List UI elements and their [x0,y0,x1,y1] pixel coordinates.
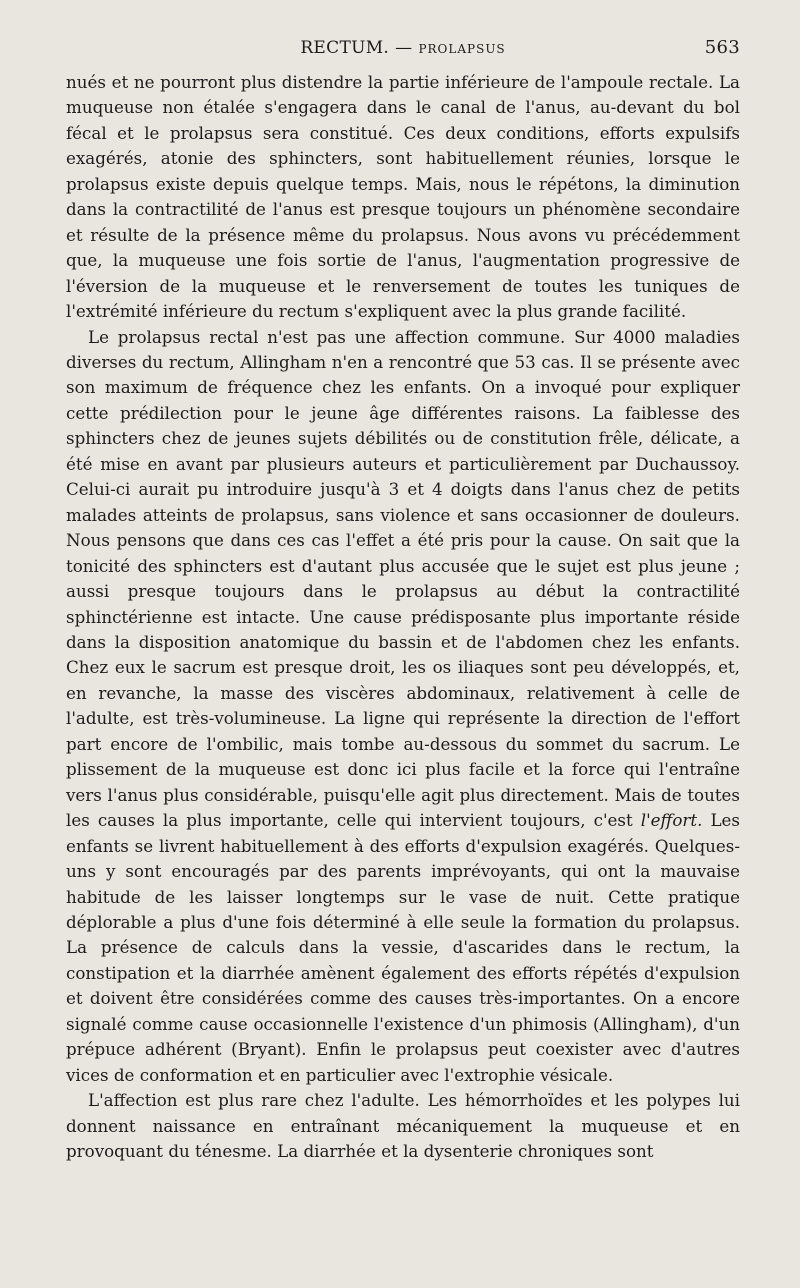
body-text [66,70,740,1164]
paragraph-text-after-emphasis: Les enfants se livrent habituellement à des efforts d'expulsion exagérés. Quelques-uns y sont encouragés par des parents imprévoyants, qui ont la mauvaise habitude de les laisser longtemps sur le vase de nuit. Cette pratique déplorable a plus d'une fois déterminé à elle seule la formation du prolapsus. La présence de calculs dans la vessie, d'ascarides dans le rectum, la constipation et la diarrhée amènent également des efforts répétés d'expulsion et doivent être considérées comme des causes très-importantes. On a encore signalé comme cause occasionnelle l'existence d'un phimosis (Allingham), d'un prépuce adhérent (Bryant). Enfin le prolapsus peut coexister avec d'autres vices de conformation et en particulier avec l'extrophie vésicale. [66,810,740,1085]
paragraph-adult: L'affection est plus rare chez l'adulte. Les hémorrhoïdes et les polypes lui donnent naissance en entraînant mécaniquement la muqueuse et en provoquant du ténesme. La diarrhée et la dysenterie chroniques sont [66,1090,740,1162]
page-number: 563 [704,37,740,58]
running-head-title: RECTUM. [300,38,390,58]
running-head-dash: — [395,38,413,58]
running-head-subtitle: PROLAPSUS [418,42,506,56]
running-head [66,34,740,70]
paragraph-children-causes [66,325,740,1089]
paragraph-text-before-emphasis: Le prolapsus rectal n'est pas une affection commune. Sur 4000 maladies diverses du rectum, Allingham n'en a rencontré que 53 cas. Il se présente avec son maximum de fréquence chez les enfants. On a invoqué pour expliquer cette prédilection pour le jeune âge différentes raisons. La faiblesse des sphincters chez de jeunes sujets débilités ou de constitution frêle, délicate, a été mise en avant par plusieurs auteurs et particulièrement par Duchaussoy. Celui-ci aurait pu introduire jusqu'à 3 et 4 doigts dans l'anus chez de petits malades atteints de prolapsus, sans violence et sans occasionner de douleurs. Nous pensons que dans ces cas l'effet a été pris pour la cause. On sait que la tonicité des sphincters est d'autant plus accusée que le sujet est plus jeune ; aussi presque toujours dans le prolapsus au début la contractilité sphinctérienne est intacte. Une cause prédisposante plus importante réside dans la disposition anatomique du bassin et de l'abdomen chez les enfants. Chez eux le sacrum est presque droit, les os iliaques sont peu développés, et, en revanche, la masse des viscères abdominaux, relativement à celle de l'adulte, est très-volumineuse. La ligne qui représente la direction de l'effort part encore de l'ombilic, mais tombe au-dessous du sommet du sacrum. Le plissement de la muqueuse est donc ici plus facile et la force qui l'entraîne vers l'anus plus considérable, puisqu'elle agit plus directement. Mais de toutes les causes la plus importante, celle qui intervient toujours, c'est [66,326,740,831]
paragraph-continuation: nués et ne pourront plus distendre la partie inférieure de l'ampoule rectale. La muqueuse non étalée s'engagera dans le canal de l'anus, au-devant du bol fécal et le prolapsus sera constitué. Ces deux conditions, efforts expulsifs exagérés, atonie des sphincters, sont habituellement réunies, lorsque le prolapsus existe depuis quelque temps. Mais, nous le répétons, la diminution dans la contractilité de l'anus est presque toujours un phénomène secondaire et résulte de la présence même du prolapsus. Nous avons vu précédemment que, la muqueuse une fois sortie de l'anus, l'augmentation progressive de l'éversion de la muqueuse et le renversement de toutes les tuniques de l'extrémité inférieure du rectum s'expliquent avec la plus grande facilité. [66,72,740,322]
emphasized-term: l'effort. [640,810,703,831]
